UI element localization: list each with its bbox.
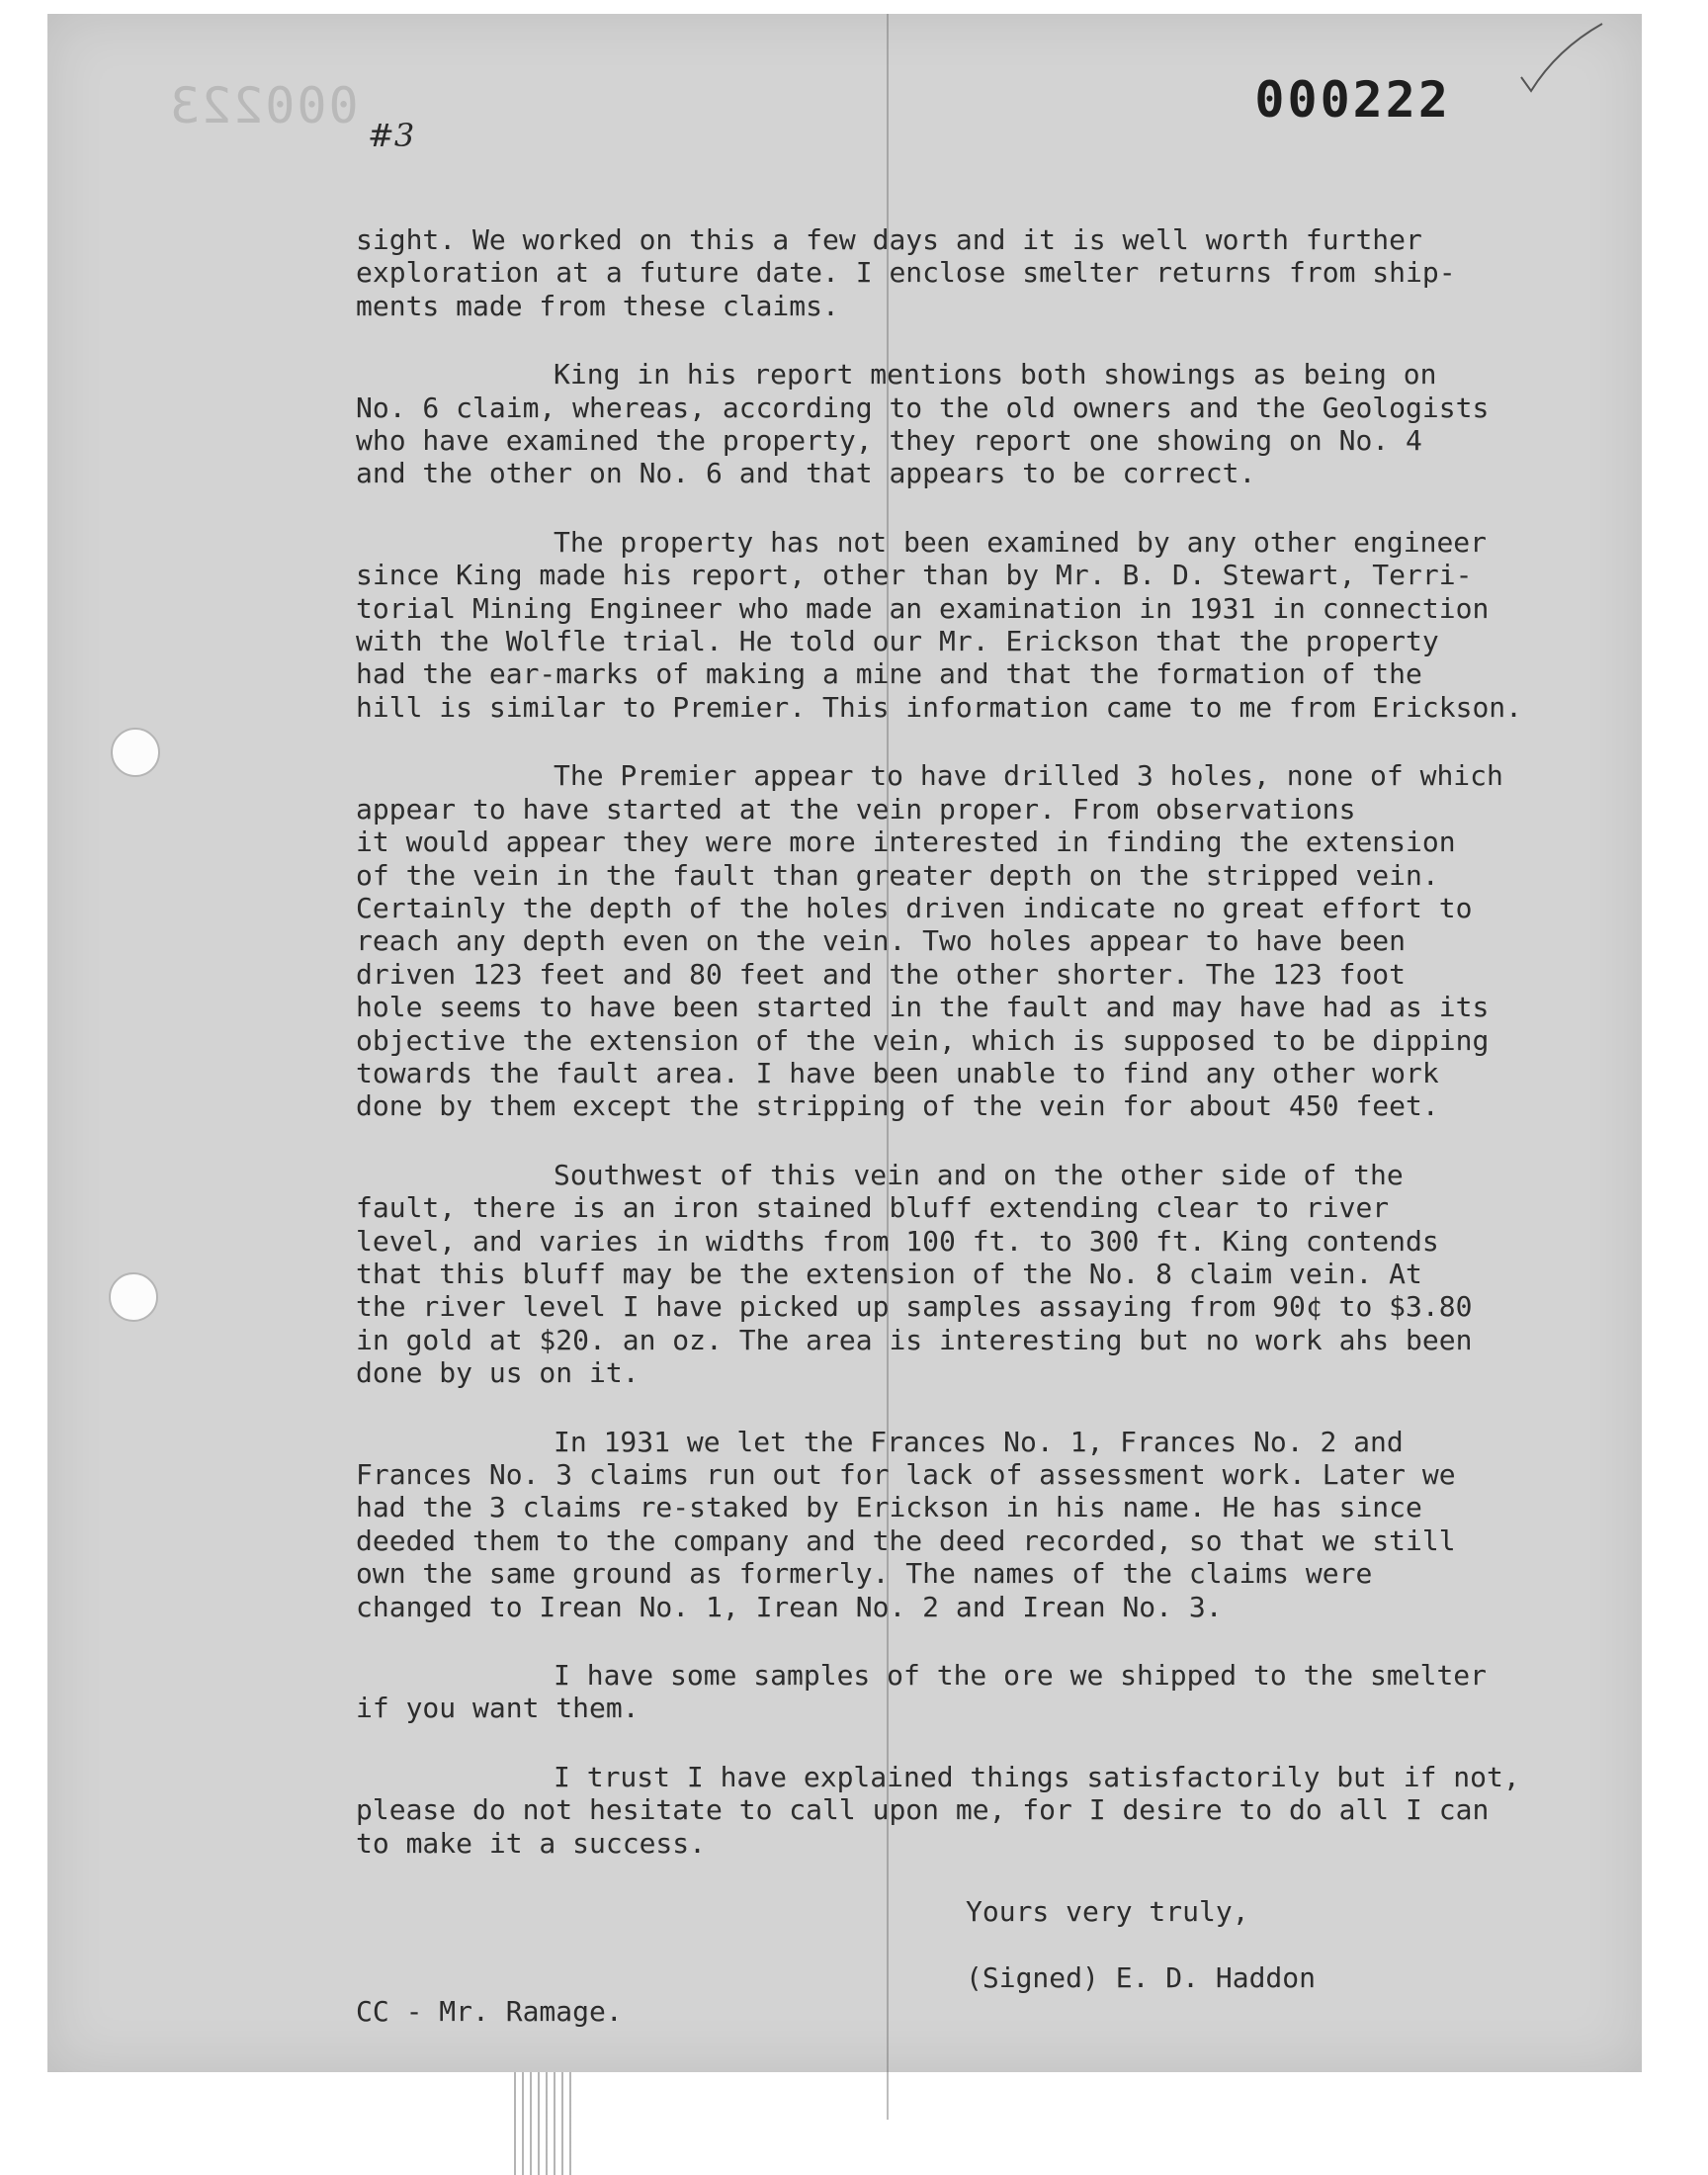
punch-hole — [111, 728, 160, 777]
check-mark-icon — [1517, 20, 1606, 99]
paragraph: I have some samples of the ore we shipped to the smelter if you want them. — [356, 1659, 1488, 1725]
letter-body — [356, 223, 1542, 2029]
page-marker: #3 — [368, 117, 415, 154]
paragraph: In 1931 we let the Frances No. 1, Frances No. 2 and Frances No. 3 claims run out for lack of assessment work. Later we had the 3 claims re-staked by Erickson in his name. He has since deeded them to the company and the deed recorded, so that we still own the same ground as formerly. The names of the claims were changed to Irean No. 1, Irean No. 2 and Irean No. 3. — [356, 1425, 1456, 1623]
document-number-stamp: 000222 — [1254, 71, 1451, 129]
paragraph: The Premier appear to have drilled 3 holes, none of which appear to have started at the vein proper. From observations it would appear they were more interested in finding the extension of the vein in the fault than greater depth on the stripped vein. Certainly the depth of the holes driven indicate no great effort to reach any depth even on the vein. Two holes appear to have been driven 123 feet and 80 feet and the other shorter. The 123 foot hole seems to have been started in the fault and may have had as its objective the extension of the vein, which is supposed to be dipping towards the fault area. I have been unable to find any other work done by them except the stripping of the vein for about 450 feet. — [356, 759, 1503, 1123]
paragraph: King in his report mentions both showings as being on No. 6 claim, whereas, according to the old owners and the Geologists who have examined the property, they report one showing on No. 4 and the other on No. 6 and that appears to be correct. — [356, 358, 1490, 490]
paragraph: sight. We worked on this a few days and it is well worth further exploration at a future date. I enclose smelter returns from ship- ments made from these claims. — [356, 223, 1456, 322]
paragraph: Southwest of this vein and on the other side of the fault, there is an iron stained bluff extending clear to river level, and varies in widths from 100 ft. to 300 ft. King contends that this bluff may be the extension of the No. 8 claim vein. At the river level I have picked up samples assaying from 90¢ to $3.80 in gold at $20. an oz. The area is interesting but no work ahs been done by us on it. — [356, 1158, 1473, 1390]
carbon-copy-line: CC - Mr. Ramage. — [356, 1995, 623, 2028]
paragraph: I trust I have explained things satisfactorily but if not, please do not hesitate to call upon me, for I desire to do all I can to make it a success. — [356, 1760, 1520, 1860]
signature-line: (Signed) E. D. Haddon — [966, 1961, 1317, 1995]
faint-bleedthrough-number: 000223 — [168, 77, 359, 134]
closing-block — [966, 1895, 1542, 1995]
complimentary-close: Yours very truly, — [966, 1895, 1249, 1929]
punch-hole — [109, 1272, 158, 1322]
paragraph: The property has not been examined by any other engineer since King made his report, other than by Mr. B. D. Stewart, Terri- torial Mining Engineer who made an examination in 1931 in connection with the Wolfle trial. He told our Mr. Erickson that the property had the ear-marks of making a mine and that the formation of the hill is similar to Premier. This information came to me from Erickson. — [356, 525, 1523, 724]
scan-edge-marks — [514, 2072, 573, 2175]
